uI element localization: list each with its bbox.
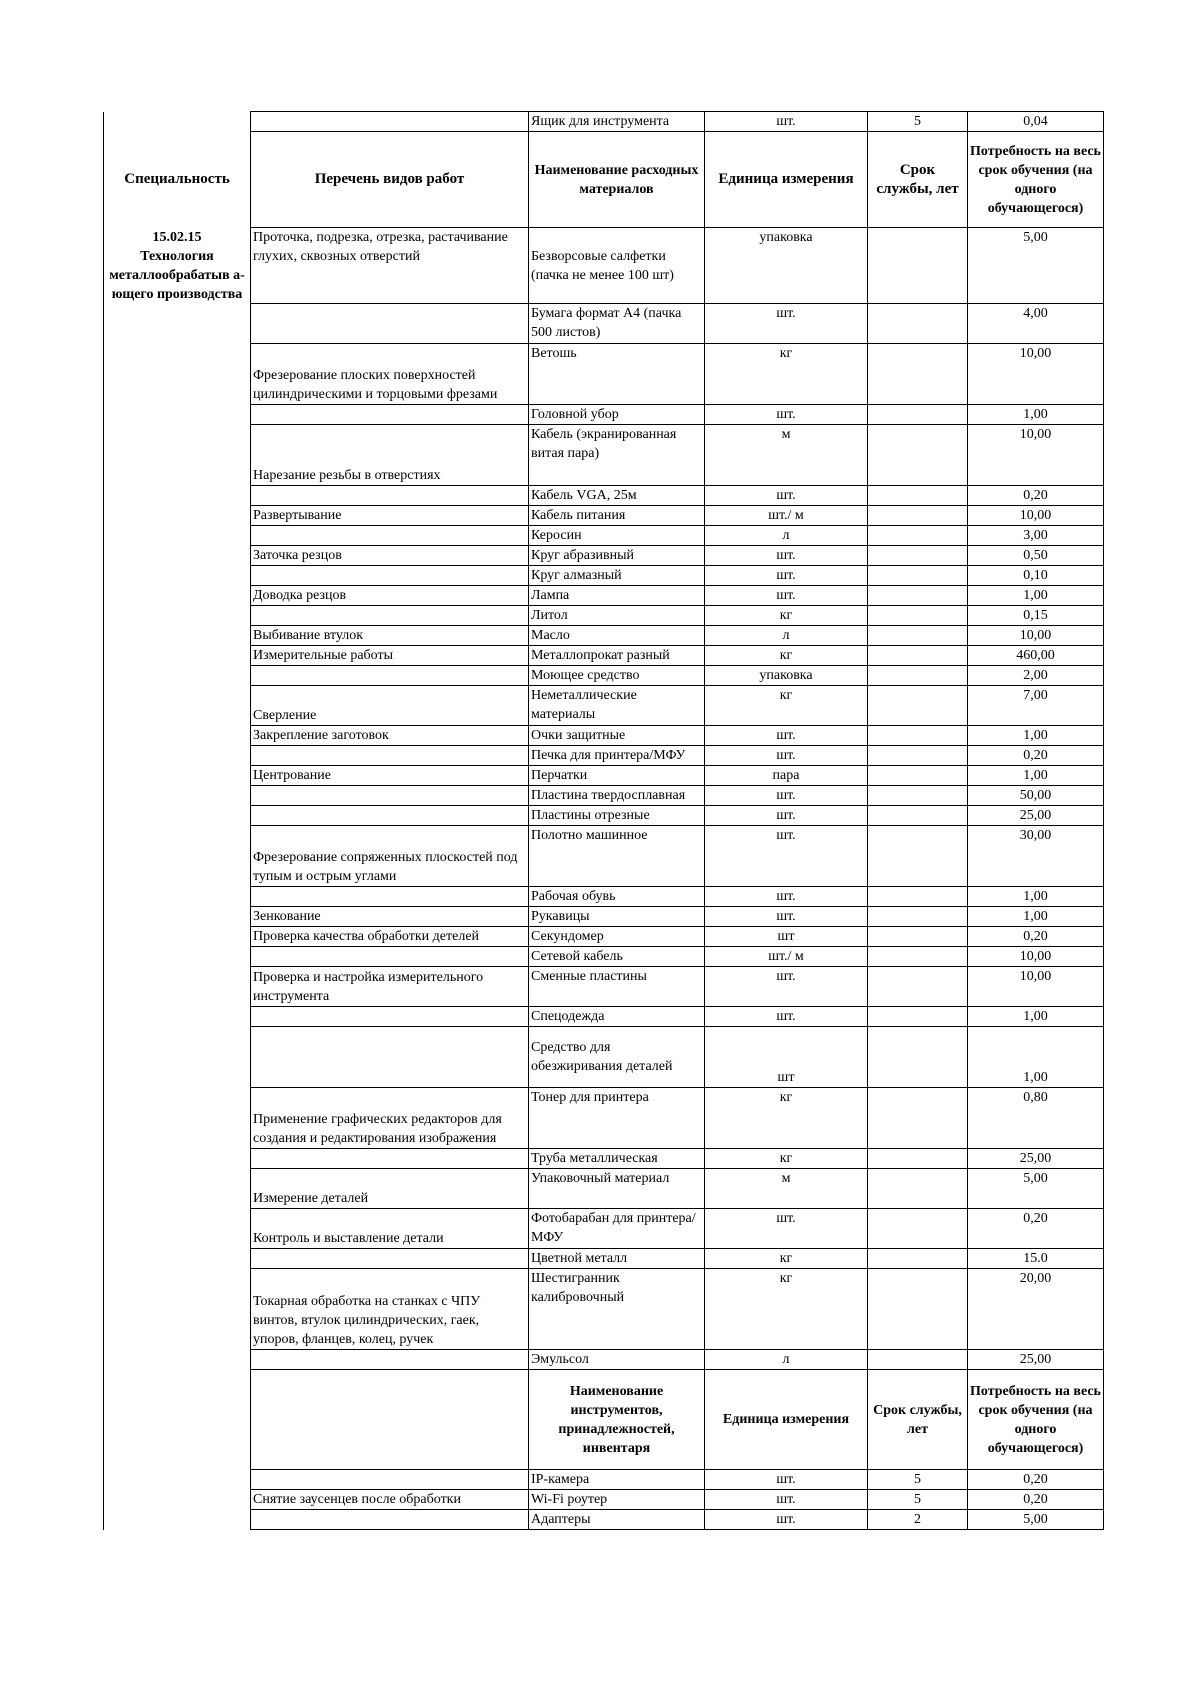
table-row: [104, 826, 1104, 887]
need-cell: 1,00: [968, 907, 1104, 927]
material-name-cell: Рукавицы: [529, 907, 705, 927]
unit-cell: шт.: [705, 546, 868, 566]
table-body: [104, 112, 1104, 1530]
material-name-cell: Очки защитные: [529, 726, 705, 746]
material-name-cell: Спецодежда: [529, 1007, 705, 1027]
unit-cell: л: [705, 526, 868, 546]
table-row: [104, 1027, 1104, 1088]
specialty-cell: [104, 486, 251, 506]
table-row: [104, 1249, 1104, 1269]
header-unit: Единица измерения: [705, 1370, 868, 1470]
material-name-cell: Лампа: [529, 586, 705, 606]
unit-cell: кг: [705, 1249, 868, 1269]
work-cell: Снятие заусенцев после обработки: [251, 1490, 529, 1510]
material-name-cell: Шестигранник калибровочный: [529, 1269, 705, 1350]
table-row: [104, 304, 1104, 344]
service-life-cell: [868, 1149, 968, 1169]
material-name-cell: Упаковочный материал: [529, 1169, 705, 1209]
table-row: [104, 486, 1104, 506]
material-name-cell: Круг абразивный: [529, 546, 705, 566]
specialty-cell: [104, 646, 251, 666]
unit-cell: кг: [705, 1149, 868, 1169]
table-row: [104, 112, 1104, 132]
table-row: [104, 947, 1104, 967]
specialty-cell: [104, 887, 251, 907]
work-cell: Измерительные работы: [251, 646, 529, 666]
service-life-cell: [868, 1350, 968, 1370]
table-row: [104, 686, 1104, 726]
need-cell: 50,00: [968, 786, 1104, 806]
specialty-cell: [104, 228, 251, 304]
tool-name-cell: Адаптеры: [529, 1510, 705, 1530]
material-name-cell: Пластина твердосплавная: [529, 786, 705, 806]
material-name-cell: Кабель VGA, 25м: [529, 486, 705, 506]
service-life-cell: [868, 666, 968, 686]
work-cell: [251, 1149, 529, 1169]
material-name-cell: Керосин: [529, 526, 705, 546]
need-cell: 5,00: [968, 228, 1104, 304]
material-name-cell: Фотобарабан для принтера/МФУ: [529, 1209, 705, 1249]
specialty-cell: [104, 1370, 251, 1470]
unit-cell: кг: [705, 646, 868, 666]
specialty-cell: [104, 746, 251, 766]
material-name-cell: Моющее средство: [529, 666, 705, 686]
work-cell: Проверка и настройка измерительного инструмента: [251, 967, 529, 1007]
need-cell: 7,00: [968, 686, 1104, 726]
material-name-cell: Бумага формат А4 (пачка 500 листов): [529, 304, 705, 344]
need-cell: 0,20: [968, 1470, 1104, 1490]
table-row: [104, 646, 1104, 666]
specialty-cell: [104, 626, 251, 646]
specialty-cell: [104, 1350, 251, 1370]
unit-cell: шт: [705, 927, 868, 947]
need-cell: 15.0: [968, 1249, 1104, 1269]
specialty-cell: [104, 405, 251, 425]
table-row: [104, 606, 1104, 626]
unit-cell: шт.: [705, 405, 868, 425]
work-cell: Фрезерование плоских поверхностей цилиндрическими и торцовыми фрезами: [251, 344, 529, 405]
unit-cell: шт.: [705, 586, 868, 606]
service-life-cell: [868, 626, 968, 646]
tool-name-cell: Wi-Fi роутер: [529, 1490, 705, 1510]
material-name-cell: Головной убор: [529, 405, 705, 425]
service-life-cell: [868, 344, 968, 405]
need-cell: 0,10: [968, 566, 1104, 586]
material-name-cell: Труба металлическая: [529, 1149, 705, 1169]
table-header-row: [104, 132, 1104, 228]
work-cell: Проверка качества обработки детелей: [251, 927, 529, 947]
work-cell: Контроль и выставление детали: [251, 1209, 529, 1249]
specialty-cell: [104, 686, 251, 726]
work-cell: [251, 112, 529, 132]
service-life-cell: [868, 228, 968, 304]
service-life-cell: [868, 486, 968, 506]
specialty-cell: [104, 766, 251, 786]
service-life-cell: [868, 546, 968, 566]
service-life-cell: [868, 967, 968, 1007]
need-cell: 2,00: [968, 666, 1104, 686]
table-row: [104, 1269, 1104, 1350]
service-life-cell: [868, 826, 968, 887]
need-cell: 0,20: [968, 1209, 1104, 1249]
work-cell: [251, 606, 529, 626]
unit-cell: шт.: [705, 907, 868, 927]
specialty-cell: [104, 786, 251, 806]
need-cell: 5,00: [968, 1169, 1104, 1209]
need-cell: 25,00: [968, 1149, 1104, 1169]
need-cell: 3,00: [968, 526, 1104, 546]
unit-cell: шт.: [705, 112, 868, 132]
specialty-cell: [104, 806, 251, 826]
service-life-cell: [868, 887, 968, 907]
table-row: [104, 726, 1104, 746]
service-life-cell: 5: [868, 1490, 968, 1510]
service-life-cell: [868, 566, 968, 586]
material-name-cell: Ящик для инструмента: [529, 112, 705, 132]
work-cell: Зенкование: [251, 907, 529, 927]
service-life-cell: [868, 425, 968, 486]
specialty-cell: [104, 1510, 251, 1530]
specialty-cell: [104, 1470, 251, 1490]
specialty-cell: [104, 112, 251, 132]
material-name-cell: Сменные пластины: [529, 967, 705, 1007]
service-life-cell: [868, 806, 968, 826]
header-tools: Наименование инструментов, принадлежностей, инвентаря: [529, 1370, 705, 1470]
table-row: [104, 1510, 1104, 1530]
service-life-cell: [868, 606, 968, 626]
table-row: [104, 887, 1104, 907]
need-cell: 1,00: [968, 887, 1104, 907]
unit-cell: л: [705, 626, 868, 646]
table-row: [104, 425, 1104, 486]
work-cell: [251, 1470, 529, 1490]
unit-cell: шт.: [705, 887, 868, 907]
table-row: [104, 506, 1104, 526]
need-cell: 0,15: [968, 606, 1104, 626]
table-header-row: [104, 1370, 1104, 1470]
need-cell: 10,00: [968, 947, 1104, 967]
table-row: [104, 927, 1104, 947]
tool-name-cell: IP-камера: [529, 1470, 705, 1490]
material-name-cell: Ветошь: [529, 344, 705, 405]
unit-cell: шт.: [705, 967, 868, 1007]
service-life-cell: [868, 506, 968, 526]
table-row: [104, 526, 1104, 546]
specialty-cell: [104, 526, 251, 546]
work-cell: Закрепление заготовок: [251, 726, 529, 746]
material-name-cell: Сетевой кабель: [529, 947, 705, 967]
need-cell: 1,00: [968, 726, 1104, 746]
work-cell: [251, 566, 529, 586]
need-cell: 10,00: [968, 626, 1104, 646]
specialty-cell: [104, 927, 251, 947]
need-cell: 1,00: [968, 1007, 1104, 1027]
material-name-cell: Масло: [529, 626, 705, 646]
specialty-cell: [104, 907, 251, 927]
need-cell: 30,00: [968, 826, 1104, 887]
table-row: [104, 1149, 1104, 1169]
service-life-cell: [868, 746, 968, 766]
specialty-cell: [104, 586, 251, 606]
header-service-life: Срок службы, лет: [868, 132, 968, 228]
need-cell: 0,04: [968, 112, 1104, 132]
need-cell: 10,00: [968, 506, 1104, 526]
header-materials: Наименование расходных материалов: [529, 132, 705, 228]
specialty-cell: [104, 1007, 251, 1027]
need-cell: 0,20: [968, 927, 1104, 947]
service-life-cell: [868, 304, 968, 344]
table-row: [104, 967, 1104, 1007]
work-cell: Заточка резцов: [251, 546, 529, 566]
table-row: [104, 666, 1104, 686]
specialty-cell: [104, 1027, 251, 1088]
need-cell: 0,20: [968, 1490, 1104, 1510]
work-cell: Выбивание втулок: [251, 626, 529, 646]
unit-cell: шт.: [705, 304, 868, 344]
unit-cell: шт.: [705, 746, 868, 766]
material-name-cell: Перчатки: [529, 766, 705, 786]
work-cell: [251, 947, 529, 967]
service-life-cell: [868, 686, 968, 726]
service-life-cell: [868, 907, 968, 927]
service-life-cell: [868, 1249, 968, 1269]
table-row: [104, 344, 1104, 405]
material-name-cell: Секундомер: [529, 927, 705, 947]
unit-cell: пара: [705, 766, 868, 786]
service-life-cell: [868, 405, 968, 425]
service-life-cell: [868, 1027, 968, 1088]
material-name-cell: Кабель питания: [529, 506, 705, 526]
work-cell: Нарезание резьбы в отверстиях: [251, 425, 529, 486]
specialty-cell: [104, 425, 251, 486]
work-cell: Доводка резцов: [251, 586, 529, 606]
specialty-cell: [104, 1088, 251, 1149]
table-row: [104, 546, 1104, 566]
table-row: [104, 766, 1104, 786]
service-life-cell: [868, 927, 968, 947]
table-row: [104, 1350, 1104, 1370]
table-row: [104, 1007, 1104, 1027]
unit-cell: шт.: [705, 786, 868, 806]
service-life-cell: 5: [868, 112, 968, 132]
unit-cell: кг: [705, 344, 868, 405]
service-life-cell: [868, 1269, 968, 1350]
header-works: Перечень видов работ: [251, 132, 529, 228]
table-row: [104, 1088, 1104, 1149]
material-name-cell: Неметаллические материалы: [529, 686, 705, 726]
need-cell: 1,00: [968, 1027, 1104, 1088]
work-cell: [251, 1510, 529, 1530]
table-row: [104, 1209, 1104, 1249]
service-life-cell: [868, 786, 968, 806]
work-cell: [251, 1007, 529, 1027]
unit-cell: упаковка: [705, 666, 868, 686]
unit-cell: шт.: [705, 1490, 868, 1510]
header-service-life: Срок службы, лет: [868, 1370, 968, 1470]
specialty-cell: [104, 967, 251, 1007]
consumables-table: [103, 111, 1104, 1530]
work-cell: [251, 405, 529, 425]
need-cell: 0,80: [968, 1088, 1104, 1149]
header-need: Потребность на весь срок обучения (на одного обучающегося): [968, 1370, 1104, 1470]
work-cell: Измерение деталей: [251, 1169, 529, 1209]
need-cell: 10,00: [968, 967, 1104, 1007]
need-cell: 1,00: [968, 405, 1104, 425]
specialty-cell: [104, 506, 251, 526]
work-cell: [251, 1027, 529, 1088]
specialty-cell: [104, 1269, 251, 1350]
work-cell: Применение графических редакторов для создания и редактирования изображения: [251, 1088, 529, 1149]
service-life-cell: [868, 947, 968, 967]
work-cell: [251, 746, 529, 766]
unit-cell: кг: [705, 1088, 868, 1149]
need-cell: 10,00: [968, 425, 1104, 486]
need-cell: 25,00: [968, 806, 1104, 826]
unit-cell: упаковка: [705, 228, 868, 304]
unit-cell: шт.: [705, 486, 868, 506]
service-life-cell: [868, 1209, 968, 1249]
service-life-cell: [868, 646, 968, 666]
specialty-cell: [104, 1169, 251, 1209]
unit-cell: шт./ м: [705, 947, 868, 967]
unit-cell: шт.: [705, 826, 868, 887]
header-unit: Единица измерения: [705, 132, 868, 228]
work-cell: Проточка, подрезка, отрезка, растачивание глухих, сквозных отверстий: [251, 228, 529, 304]
material-name-cell: Печка для принтера/МФУ: [529, 746, 705, 766]
unit-cell: шт./ м: [705, 506, 868, 526]
need-cell: 5,00: [968, 1510, 1104, 1530]
table-row: [104, 1470, 1104, 1490]
material-name-cell: Эмульсол: [529, 1350, 705, 1370]
material-name-cell: Рабочая обувь: [529, 887, 705, 907]
material-name-cell: Литол: [529, 606, 705, 626]
work-cell: [251, 526, 529, 546]
specialty-cell: [104, 666, 251, 686]
work-cell: [251, 887, 529, 907]
work-cell: [251, 1350, 529, 1370]
material-name-cell: Кабель (экранированная витая пара): [529, 425, 705, 486]
work-cell: [251, 786, 529, 806]
unit-cell: шт.: [705, 1470, 868, 1490]
material-name-cell: Цветной металл: [529, 1249, 705, 1269]
unit-cell: шт.: [705, 1209, 868, 1249]
service-life-cell: [868, 586, 968, 606]
unit-cell: м: [705, 425, 868, 486]
specialty-cell: [104, 1149, 251, 1169]
specialty-cell: [104, 1249, 251, 1269]
service-life-cell: [868, 766, 968, 786]
table-row: [104, 806, 1104, 826]
specialty-cell: [104, 546, 251, 566]
specialty-cell: [104, 1209, 251, 1249]
specialty-cell: [104, 304, 251, 344]
need-cell: 1,00: [968, 766, 1104, 786]
unit-cell: шт.: [705, 566, 868, 586]
table-row: [104, 746, 1104, 766]
specialty-cell: [104, 344, 251, 405]
work-cell: Центрование: [251, 766, 529, 786]
work-cell: Сверление: [251, 686, 529, 726]
service-life-cell: [868, 1088, 968, 1149]
table-row: [104, 626, 1104, 646]
table-row: [104, 907, 1104, 927]
work-cell: Развертывание: [251, 506, 529, 526]
need-cell: 0,20: [968, 486, 1104, 506]
need-cell: 20,00: [968, 1269, 1104, 1350]
material-name-cell: Тонер для принтера: [529, 1088, 705, 1149]
work-cell: Токарная обработка на станках с ЧПУ винтов, втулок цилиндрических, гаек, упоров, фланцев, колец, ручек: [251, 1269, 529, 1350]
table-row: [104, 1169, 1104, 1209]
service-life-cell: 2: [868, 1510, 968, 1530]
unit-cell: л: [705, 1350, 868, 1370]
table-row: [104, 228, 1104, 304]
service-life-cell: [868, 1007, 968, 1027]
unit-cell: шт.: [705, 1510, 868, 1530]
table-row: [104, 405, 1104, 425]
table-row: [104, 1490, 1104, 1510]
specialty-cell: [104, 826, 251, 887]
material-name-cell: Полотно машинное: [529, 826, 705, 887]
specialty-cell: [104, 726, 251, 746]
header-need: Потребность на весь срок обучения (на одного обучающегося): [968, 132, 1104, 228]
unit-cell: шт.: [705, 806, 868, 826]
need-cell: 460,00: [968, 646, 1104, 666]
unit-cell: кг: [705, 686, 868, 726]
service-life-cell: 5: [868, 1470, 968, 1490]
table-row: [104, 786, 1104, 806]
material-name-cell: Средство для обезжиривания деталей: [529, 1027, 705, 1088]
specialty-code: 15.02.15: [152, 229, 202, 245]
service-life-cell: [868, 1169, 968, 1209]
header-works: [251, 1370, 529, 1470]
work-cell: [251, 1249, 529, 1269]
unit-cell: шт.: [705, 1007, 868, 1027]
material-name-cell: Пластины отрезные: [529, 806, 705, 826]
work-cell: [251, 486, 529, 506]
specialty-cell: [104, 566, 251, 586]
unit-cell: кг: [705, 1269, 868, 1350]
specialty-cell: [104, 1490, 251, 1510]
material-name-cell: Металлопрокат разный: [529, 646, 705, 666]
unit-cell: шт.: [705, 726, 868, 746]
header-specialty: Специальность: [104, 132, 251, 228]
need-cell: 0,50: [968, 546, 1104, 566]
specialty-name: Технология металлообрабатыв а-ющего производства: [109, 248, 245, 302]
need-cell: 10,00: [968, 344, 1104, 405]
unit-cell: кг: [705, 606, 868, 626]
need-cell: 25,00: [968, 1350, 1104, 1370]
service-life-cell: [868, 726, 968, 746]
need-cell: 0,20: [968, 746, 1104, 766]
work-cell: [251, 806, 529, 826]
service-life-cell: [868, 526, 968, 546]
specialty-cell: [104, 606, 251, 626]
work-cell: Фрезерование сопряженных плоскостей под тупым и острым углами: [251, 826, 529, 887]
material-name-cell: Безворсовые салфетки (пачка не менее 100 шт): [529, 228, 705, 304]
table-row: [104, 586, 1104, 606]
work-cell: [251, 304, 529, 344]
unit-cell: шт: [705, 1027, 868, 1088]
need-cell: 1,00: [968, 586, 1104, 606]
material-name-cell: Круг алмазный: [529, 566, 705, 586]
table-row: [104, 566, 1104, 586]
need-cell: 4,00: [968, 304, 1104, 344]
work-cell: [251, 666, 529, 686]
specialty-cell: [104, 947, 251, 967]
unit-cell: м: [705, 1169, 868, 1209]
